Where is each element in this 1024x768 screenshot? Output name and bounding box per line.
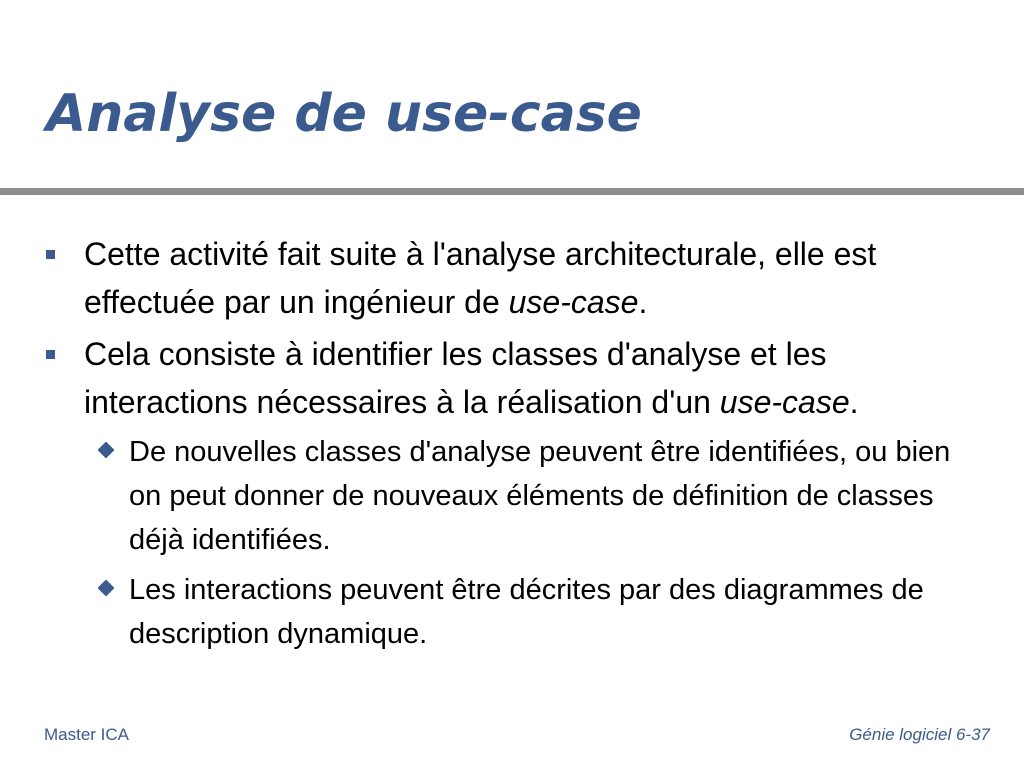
bullet-1-text: Cette activité fait suite à l'analyse architecturale, elle est effectuée par un ingénieur de (84, 236, 877, 320)
sub-bullet-2-text: Les interactions peuvent être décrites par des diagrammes de description dynamique. (129, 574, 924, 650)
footer-course-label: Master ICA (44, 725, 130, 744)
bullet-2-text: Cela consiste à identifier les classes d'analyse et les interactions nécessaires à la réalisation d'un (84, 336, 827, 420)
sub-bullet-item-1 (44, 430, 974, 562)
footer-page-label: Génie logiciel 6-37 (849, 725, 990, 744)
diamond-bullet-icon (98, 442, 115, 459)
sub-bullet-item-2 (44, 568, 974, 656)
bullet-item-1 (44, 230, 974, 326)
square-bullet-icon (46, 350, 55, 359)
slide-body (44, 230, 974, 662)
bullet-1-text-end: . (638, 284, 648, 320)
slide-title-part1: Analyse de (46, 84, 385, 144)
bullet-1-emphasis: use-case (508, 284, 639, 320)
slide-title (46, 86, 642, 143)
slide-title-part2: use-case (385, 84, 642, 144)
bullet-2-emphasis: use-case (719, 384, 850, 420)
bullet-2-text-end: . (849, 384, 859, 420)
sub-bullet-1-text: De nouvelles classes d'analyse peuvent être identifiées, ou bien on peut donner de nouveaux éléments de définition de classes déjà identifiées. (129, 436, 951, 556)
title-divider (0, 188, 1024, 195)
bullet-item-2 (44, 330, 974, 426)
diamond-bullet-icon (98, 580, 115, 597)
square-bullet-icon (46, 250, 55, 259)
